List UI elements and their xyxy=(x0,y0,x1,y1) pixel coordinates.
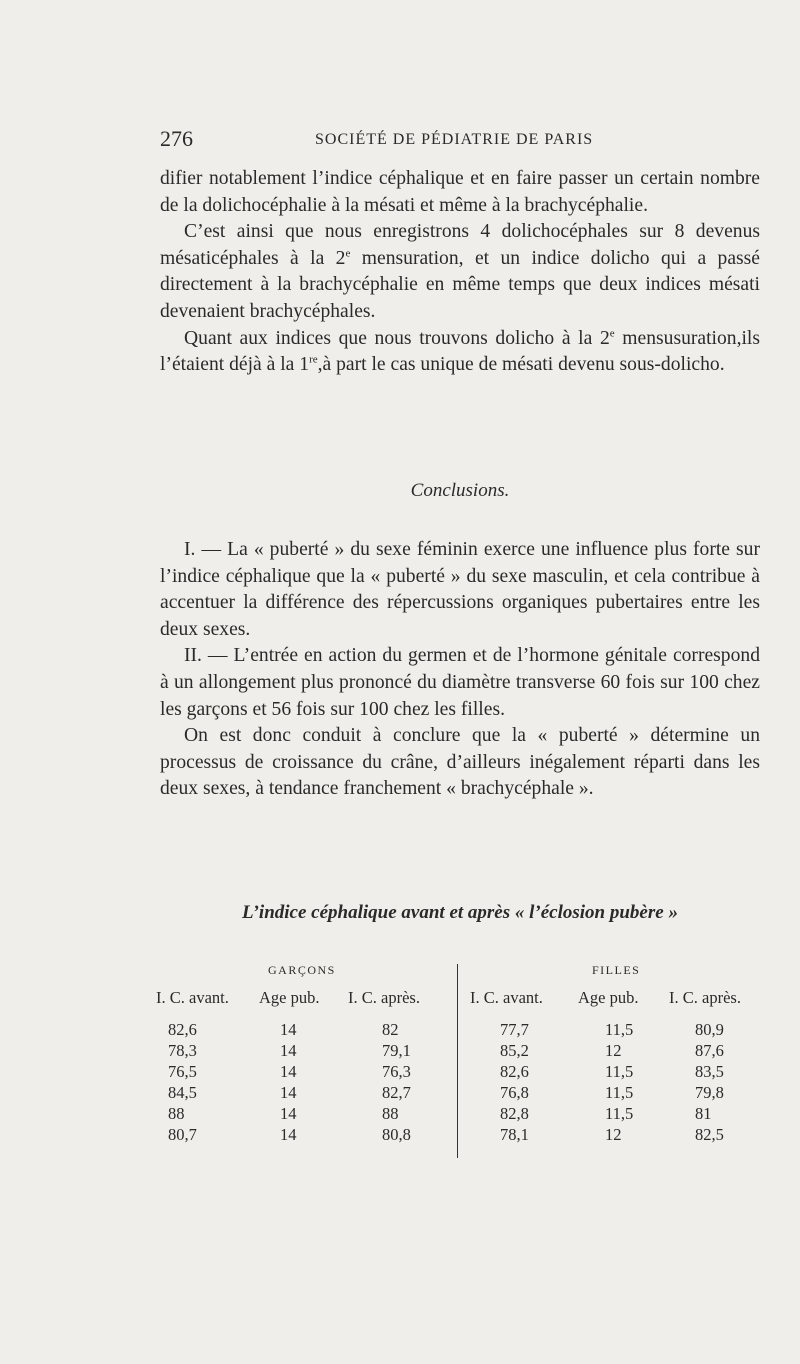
conclusion-3: On est donc conduit à conclure que la « puberté » détermine un processus de croissance du crâne, d’ailleurs inégalement réparti dans les deux sexes, à tendance franchement « brachycéphale ». xyxy=(160,725,760,800)
column-header: Age pub. xyxy=(578,988,639,1007)
girls-cell: 87,6 xyxy=(695,1041,724,1060)
boys-cell: 14 xyxy=(280,1020,297,1039)
boys-cell: 84,5 xyxy=(168,1083,197,1102)
column-header: I. C. avant. xyxy=(470,988,543,1007)
boys-cell: 80,7 xyxy=(168,1125,197,1144)
girls-cell: 11,5 xyxy=(605,1083,634,1102)
girls-cell: 12 xyxy=(605,1041,622,1060)
boys-cell: 79,1 xyxy=(382,1041,411,1060)
running-title: SOCIÉTÉ DE PÉDIATRIE DE PARIS xyxy=(315,131,594,148)
column-header: I. C. après. xyxy=(348,988,420,1007)
boys-cell: 88 xyxy=(168,1104,185,1123)
boys-cell: 14 xyxy=(280,1104,297,1123)
table-title: L’indice céphalique avant et après « l’éclosion pubère » xyxy=(242,902,678,923)
girls-cell: 11,5 xyxy=(605,1062,634,1081)
girls-cell: 83,5 xyxy=(695,1062,724,1081)
boys-cell: 14 xyxy=(280,1083,297,1102)
page-header xyxy=(160,126,770,160)
boys-cell: 88 xyxy=(382,1104,399,1123)
boys-cell: 76,5 xyxy=(168,1062,197,1081)
girls-cell: 11,5 xyxy=(605,1020,634,1039)
boys-cell: 14 xyxy=(280,1041,297,1060)
column-header: I. C. après. xyxy=(669,988,741,1007)
girls-cell: 79,8 xyxy=(695,1083,724,1102)
cephalic-index-table xyxy=(156,960,770,1160)
girls-cell: 12 xyxy=(605,1125,622,1144)
boys-cell: 82,7 xyxy=(382,1083,411,1102)
girls-cell: 82,8 xyxy=(500,1104,529,1123)
boys-group-label: GARÇONS xyxy=(268,963,336,977)
page-number: 276 xyxy=(160,126,193,151)
body-text xyxy=(160,166,760,379)
girls-cell: 78,1 xyxy=(500,1125,529,1144)
girls-cell: 76,8 xyxy=(500,1083,529,1102)
girls-cell: 77,7 xyxy=(500,1020,529,1039)
conclusions-heading: Conclusions. xyxy=(410,480,510,501)
boys-cell: 14 xyxy=(280,1062,297,1081)
conclusion-2: II. — L’entrée en action du germen et de l’hormone génitale correspond à un allongement plus prononcé du diamètre transverse 60 fois sur 100 chez les garçons et 56 fois sur 100 chez les filles. xyxy=(160,645,760,720)
column-header: Age pub. xyxy=(259,988,320,1007)
paragraph-1: difier notablement l’indice céphalique et en faire passer un certain nombre de la dolichocéphalie à la mésati et même à la brachycéphalie. xyxy=(160,168,760,216)
girls-cell: 11,5 xyxy=(605,1104,634,1123)
girls-cell: 85,2 xyxy=(500,1041,529,1060)
conclusions-text xyxy=(160,537,760,803)
paragraph-2: C’est ainsi que nous enregistrons 4 dolichocéphales sur 8 devenus mésaticéphales à la 2e mensuration, et un indice dolicho qui a passé directement à la brachycéphalie en même temps que deux indices mésati devenaient brachycéphales. xyxy=(160,221,760,322)
column-divider xyxy=(457,964,458,1158)
column-header: I. C. avant. xyxy=(156,988,229,1007)
boys-cell: 14 xyxy=(280,1125,297,1144)
boys-cell: 82 xyxy=(382,1020,399,1039)
boys-cell: 76,3 xyxy=(382,1062,411,1081)
girls-cell: 82,6 xyxy=(500,1062,529,1081)
boys-cell: 78,3 xyxy=(168,1041,197,1060)
conclusion-1: I. — La « puberté » du sexe féminin exerce une influence plus forte sur l’indice céphalique que la « puberté » du sexe masculin, et cela contribue à accentuer la différence des répercussions organiques pubertaires entre les deux sexes. xyxy=(160,539,760,640)
girls-cell: 81 xyxy=(695,1104,712,1123)
girls-cell: 80,9 xyxy=(695,1020,724,1039)
boys-cell: 80,8 xyxy=(382,1125,411,1144)
girls-cell: 82,5 xyxy=(695,1125,724,1144)
girls-group-label: FILLES xyxy=(592,963,641,977)
boys-cell: 82,6 xyxy=(168,1020,197,1039)
paragraph-3: Quant aux indices que nous trouvons dolicho à la 2e mensusuration,ils l’étaient déjà à la 1re,à part le cas unique de mésati devenu sous-dolicho. xyxy=(160,327,760,376)
